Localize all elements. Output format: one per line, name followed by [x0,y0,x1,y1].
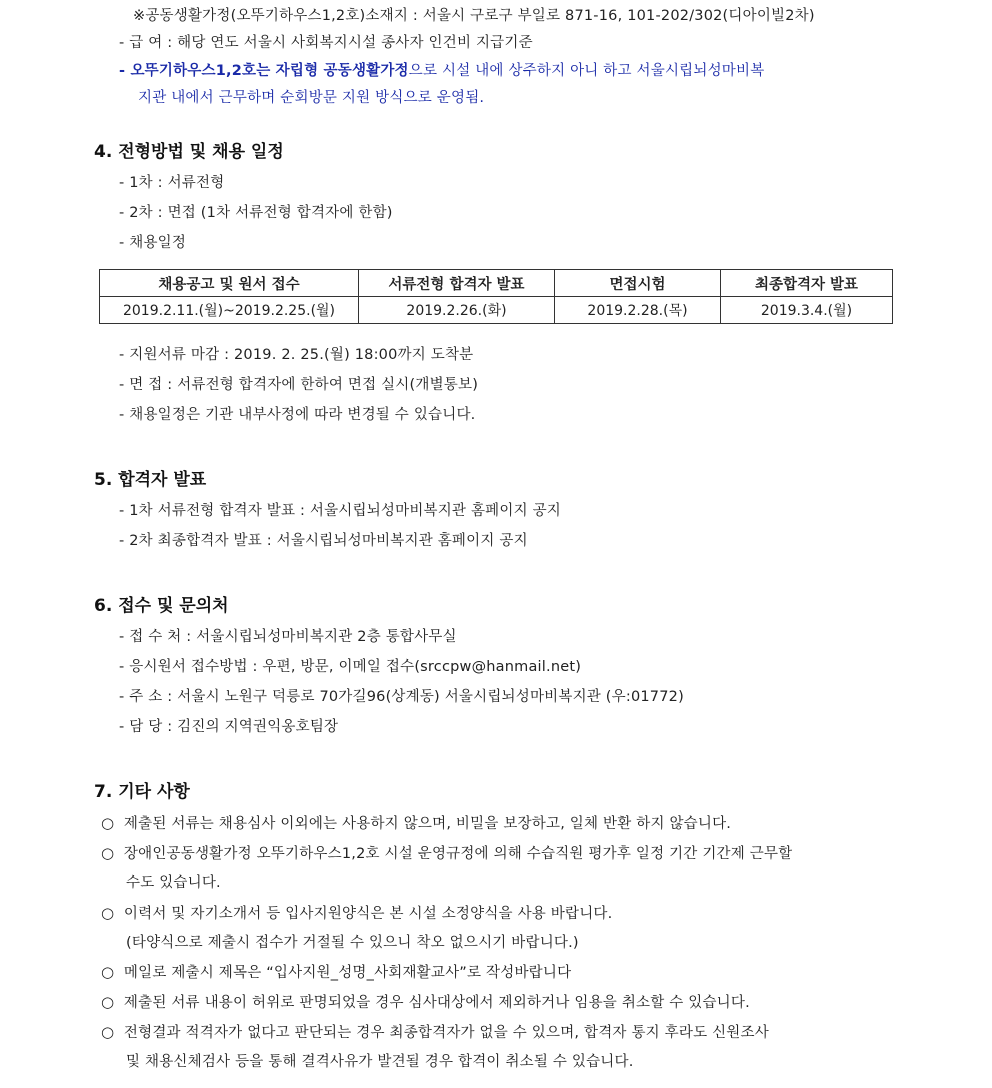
section-4-item: - 2차 : 면접 (1차 서류전형 합격자에 한함) [119,205,393,221]
blue-notice-line-2: 지관 내에서 근무하며 순회방문 지원 방식으로 운영됨. [138,90,485,106]
section-4-after-item: - 지원서류 마감 : 2019. 2. 25.(월) 18:00까지 도착분 [119,347,474,363]
section-7-continuation: 및 채용신체검사 등을 통해 결격사유가 발견될 경우 합격이 취소될 수 있습니다. [126,1054,634,1070]
section-7-text: 이력서 및 자기소개서 등 입사지원양식은 본 시설 소정양식을 사용 바랍니다. [123,906,613,922]
schedule-value: 2019.2.11.(월)~2019.2.25.(월) [100,297,359,324]
schedule-table [99,269,893,324]
section-7-text: 메일로 제출시 제목은 “입사지원_성명_사회재활교사”로 작성바랍니다 [123,965,572,981]
location-note: ※공동생활가정(오뚜기하우스1,2호)소재지 : 서울시 구로구 부일로 871-16, 101-202/302(디아이빌2차) [133,8,815,24]
circle-bullet-icon: ○ [101,814,115,832]
section-7-text: 제출된 서류 내용이 허위로 판명되었을 경우 심사대상에서 제외하거나 임용을 취소할 수 있습니다. [123,995,750,1011]
section-7-text: 장애인공동생활가정 오뚜기하우스1,2호 시설 운영규정에 의해 수습직원 평가후 일정 기간 기간제 근무할 [123,846,793,862]
blue-notice-rest: 으로 시설 내에 상주하지 아니 하고 서울시립뇌성마비복 [408,63,765,79]
schedule-value: 2019.3.4.(월) [721,297,893,324]
schedule-header-row [100,270,893,297]
section-6-item: - 주 소 : 서울시 노원구 덕릉로 70가길96(상계동) 서울시립뇌성마비복지관 (우:01772) [119,689,684,705]
section-7-bullet-line [101,813,731,834]
section-7-bullet-line [101,903,612,924]
section-7-text: 제출된 서류는 채용심사 이외에는 사용하지 않으며, 비밀을 보장하고, 일체 반환 하지 않습니다. [123,816,732,832]
schedule-value: 2019.2.28.(목) [555,297,721,324]
section-6-item: - 응시원서 접수방법 : 우편, 방문, 이메일 접수(srccpw@hanmail.net) [119,659,582,675]
circle-bullet-icon: ○ [101,1023,115,1041]
schedule-value-row [100,297,893,324]
schedule-header: 면접시험 [555,270,721,297]
schedule-value: 2019.2.26.(화) [359,297,555,324]
circle-bullet-icon: ○ [101,963,115,981]
section-7-bullet-line [101,1022,769,1043]
section-7-text: 전형결과 적격자가 없다고 판단되는 경우 최종합격자가 없을 수 있으며, 합격자 통지 후라도 신원조사 [123,1025,769,1041]
schedule-header: 서류전형 합격자 발표 [359,270,555,297]
section-7-bullet-line [101,962,571,983]
section-6-title: 6. 접수 및 문의처 [94,596,229,616]
section-4-item: - 채용일정 [119,235,187,251]
section-6-item: - 접 수 처 : 서울시립뇌성마비복지관 2층 통합사무실 [119,629,457,645]
circle-bullet-icon: ○ [101,904,115,922]
section-4-title: 4. 전형방법 및 채용 일정 [94,142,284,162]
section-5-title: 5. 합격자 발표 [94,470,207,490]
section-6-item: - 담 당 : 김진의 지역권익옹호팀장 [119,719,339,735]
schedule-header: 최종합격자 발표 [721,270,893,297]
blue-notice-bold: - 오뚜기하우스1,2호는 자립형 공동생활가정 [119,63,409,79]
section-7-title: 7. 기타 사항 [94,782,190,802]
section-4-after-item: - 채용일정은 기관 내부사정에 따라 변경될 수 있습니다. [119,407,476,423]
circle-bullet-icon: ○ [101,993,115,1011]
section-7-continuation: 수도 있습니다. [126,875,221,891]
section-4-after-item: - 면 접 : 서류전형 합격자에 한하여 면접 실시(개별통보) [119,377,479,393]
schedule-header: 채용공고 및 원서 접수 [100,270,359,297]
section-5-item: - 2차 최종합격자 발표 : 서울시립뇌성마비복지관 홈페이지 공지 [119,533,528,549]
blue-notice-line-1 [119,61,764,81]
section-5-item: - 1차 서류전형 합격자 발표 : 서울시립뇌성마비복지관 홈페이지 공지 [119,503,562,519]
section-7-bullet-line [101,992,750,1013]
salary-line: - 급 여 : 해당 연도 서울시 사회복지시설 종사자 인건비 지급기준 [119,35,533,51]
section-7-continuation: (타양식으로 제출시 접수가 거절될 수 있으니 착오 없으시기 바랍니다.) [126,935,579,951]
section-7-bullet-line [101,843,792,864]
circle-bullet-icon: ○ [101,844,115,862]
section-4-item: - 1차 : 서류전형 [119,175,225,191]
